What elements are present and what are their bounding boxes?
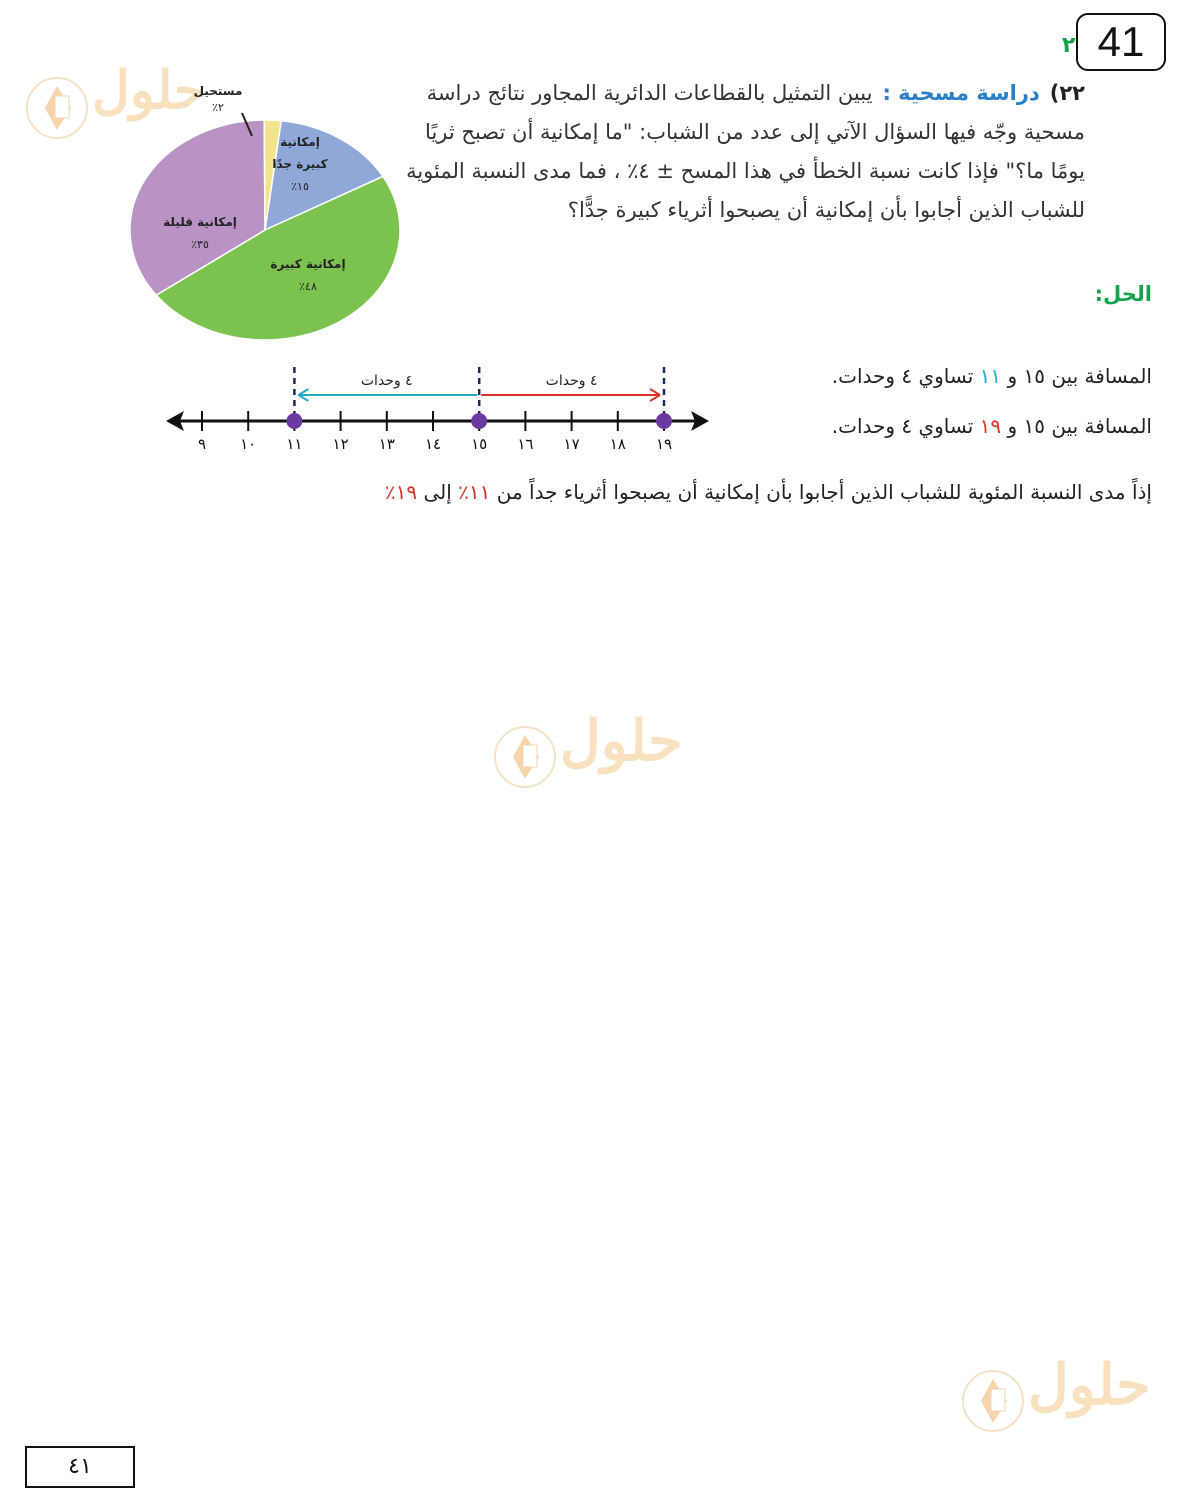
distance-line-2 bbox=[832, 414, 1152, 438]
left-arrow-label: ٤ وحدات bbox=[360, 373, 413, 389]
pie-label-very-high: إمكانية bbox=[280, 135, 320, 149]
distance-line-2-value: ١٩ bbox=[979, 414, 1002, 438]
number-line-tick-label: ١٣ bbox=[378, 435, 395, 453]
stray-mark: ٢ bbox=[1062, 33, 1076, 58]
distance-line-1-before: المسافة بين ١٥ و bbox=[1001, 364, 1152, 388]
pie-value-impossible: ٪٢ bbox=[212, 101, 224, 114]
distance-line-1-after: تساوي ٤ وحدات. bbox=[831, 364, 980, 388]
number-line-tick-label: ١٠ bbox=[240, 435, 257, 453]
conclusion-mid: إلى bbox=[423, 480, 452, 504]
number-line-tick-label: ١١ bbox=[286, 435, 303, 453]
number-line-tick-label: ١٦ bbox=[517, 435, 534, 453]
page-number-badge: 41 bbox=[1076, 13, 1166, 71]
problem-topic: دراسة مسحية : bbox=[882, 81, 1040, 105]
problem-22 bbox=[405, 74, 1085, 230]
pie-label-low: إمكانية قليلة bbox=[163, 215, 237, 229]
footer-page-number: ٤١ bbox=[25, 1446, 135, 1488]
watermark-text: حلول bbox=[92, 60, 207, 121]
pie-value-very-high: ٪١٥ bbox=[291, 180, 309, 193]
number-line-tick-label: ١٥ bbox=[471, 435, 488, 453]
pie-value-low: ٪٣٥ bbox=[191, 238, 209, 251]
pie-label-very-high-2: كبيرة جدًا bbox=[272, 157, 328, 171]
conclusion-text: إذاً مدى النسبة المئوية للشباب الذين أجابوا بأن إمكانية أن يصبحوا أثرياء جداً من bbox=[496, 480, 1152, 504]
number-line-tick-label: ١٧ bbox=[563, 435, 580, 453]
watermark-text: حلول bbox=[1028, 1352, 1151, 1418]
number-line-point bbox=[286, 413, 302, 429]
distance-line-1 bbox=[832, 364, 1152, 388]
number-line-tick-label: ١٤ bbox=[424, 435, 442, 453]
number-line-tick-label: ١٨ bbox=[609, 435, 626, 453]
conclusion-high: ١٩٪ bbox=[384, 480, 418, 504]
pie-label-high: إمكانية كبيرة bbox=[270, 257, 346, 271]
number-line-tick-label: ١٩ bbox=[655, 435, 673, 453]
pie-label-impossible: مستحيل bbox=[193, 84, 243, 98]
conclusion bbox=[385, 480, 1152, 504]
number-line-tick-label: ٩ bbox=[197, 435, 207, 453]
solution-label: الحل: bbox=[1094, 282, 1152, 306]
number-line bbox=[160, 355, 720, 455]
conclusion-low: ١١٪ bbox=[458, 480, 491, 504]
number-line-tick-label: ١٢ bbox=[332, 435, 349, 453]
right-arrow-label: ٤ وحدات bbox=[545, 373, 598, 389]
distance-line-2-after: تساوي ٤ وحدات. bbox=[831, 414, 980, 438]
number-line-point bbox=[656, 413, 672, 429]
watermark-text: حلول bbox=[560, 708, 683, 774]
distance-line-1-value: ١١ bbox=[979, 364, 1002, 388]
problem-text: يبين التمثيل بالقطاعات الدائرية المجاور نتائج دراسة مسحية وجّه فيها السؤال الآتي إلى عدد من الشباب: "ما إمكانية أن تصبح ثريًا يومًا ما؟" فإذا كانت نسبة الخطأ في هذا المسح ± ٤٪ ، فما مدى النسبة المئوية للشباب الذين أجابوا بأن إمكانية أن يصبحوا أثرياء كبيرة جدًّا؟ bbox=[406, 81, 1085, 222]
watermark-logo bbox=[492, 724, 562, 798]
watermark-logo bbox=[960, 1368, 1030, 1442]
distance-line-2-before: المسافة بين ١٥ و bbox=[1001, 414, 1152, 438]
number-line-point bbox=[471, 413, 487, 429]
problem-number: ٢٢) bbox=[1049, 81, 1085, 105]
pie-chart bbox=[130, 80, 420, 350]
pie-value-high: ٪٤٨ bbox=[299, 280, 317, 293]
